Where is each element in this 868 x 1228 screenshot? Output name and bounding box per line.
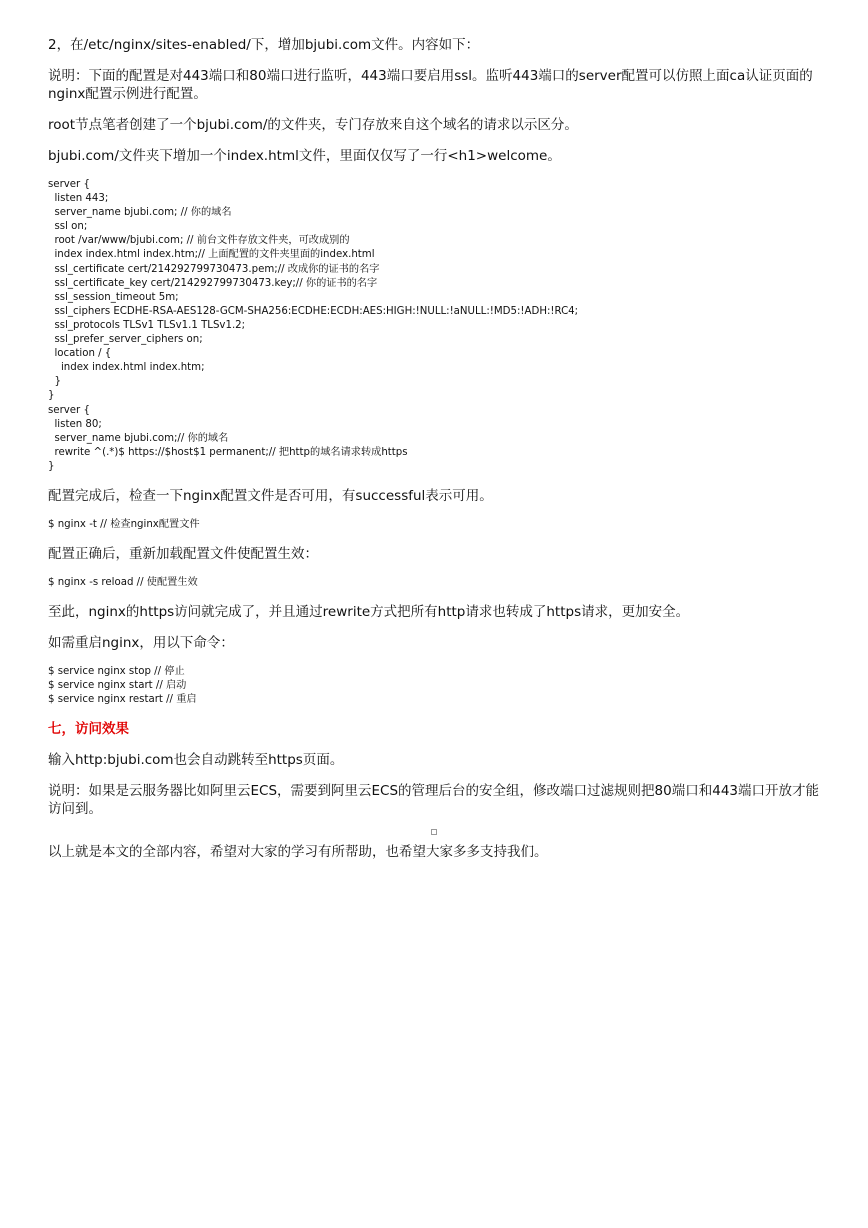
check-command: $ nginx -t // 检查nginx配置文件 [48,518,200,530]
index-file-note: bjubi.com/文件夹下增加一个index.html文件，里面仅仅写了一行<h1>welcome。 [48,148,561,164]
step-2-intro: 2，在/etc/nginx/sites-enabled/下，增加bjubi.com文件。内容如下： [48,37,480,53]
broken-image-icon [431,829,437,835]
reload-command: $ nginx -s reload // 使配置生效 [48,577,198,589]
restart-note: 如需重启nginx，用以下命令： [48,635,234,652]
section-heading: 七，访问效果 [48,721,129,738]
redirect-note: 输入http:bjubi.com也会自动跳转至https页面。 [48,752,344,769]
reload-note: 配置正确后，重新加载配置文件使配置生效： [48,546,318,563]
nginx-config-code: server { listen 443; server_name bjubi.com; // 你的域名 ssl on; root /var/www/bjubi.com; // 前台文件存放文件夹，可改成别的 index index.html index.htm;// 上面配置的文件夹里面的index.html ssl_certificate cert/214292799730473.pem;// 改成你的证书的名字 ssl_certificate_key cert/214292799730473.key;// 你的证书的名字 ssl_session_timeout 5m; ssl_ciphers ECDHE-RSA-AES128-GCM-SHA256:ECDHE:ECDH:AES:HIGH:!NULL:!aNULL:!MD5:!ADH:!RC4; ssl_protocols TLSv1 TLSv1.1 TLSv1.2; ssl_prefer_server_ciphers on; location / { index index.html index.htm; } } server { listen 80; server_name bjubi.com;// 你的域名 rewrite ^(.*)$ https://$host$1 permanent;// 把http的域名请求转成https } [48,179,579,472]
cloud-server-note: 说明：如果是云服务器比如阿里云ECS，需要到阿里云ECS的管理后台的安全组，修改端口过滤规则把80端口和443端口开放才能访问到。 [48,783,819,818]
service-commands: $ service nginx stop // 停止 $ service nginx start // 启动 $ service nginx restart // 重启 [48,666,197,706]
root-folder-note: root节点笔者创建了一个bjubi.com/的文件夹，专门存放来自这个域名的请求以示区分。 [48,117,578,133]
closing-paragraph: 以上就是本文的全部内容，希望对大家的学习有所帮助，也希望大家多多支持我们。 [48,844,548,861]
config-explanation: 说明：下面的配置是对443端口和80端口进行监听，443端口要启用ssl。监听443端口的server配置可以仿照上面ca认证页面的nginx配置示例进行配置。 [48,68,813,102]
https-done-note: 至此，nginx的https访问就完成了，并且通过rewrite方式把所有http请求也转成了https请求，更加安全。 [48,604,690,621]
document-page [48,36,823,874]
check-config-note: 配置完成后，检查一下nginx配置文件是否可用，有successful表示可用。 [48,487,493,504]
